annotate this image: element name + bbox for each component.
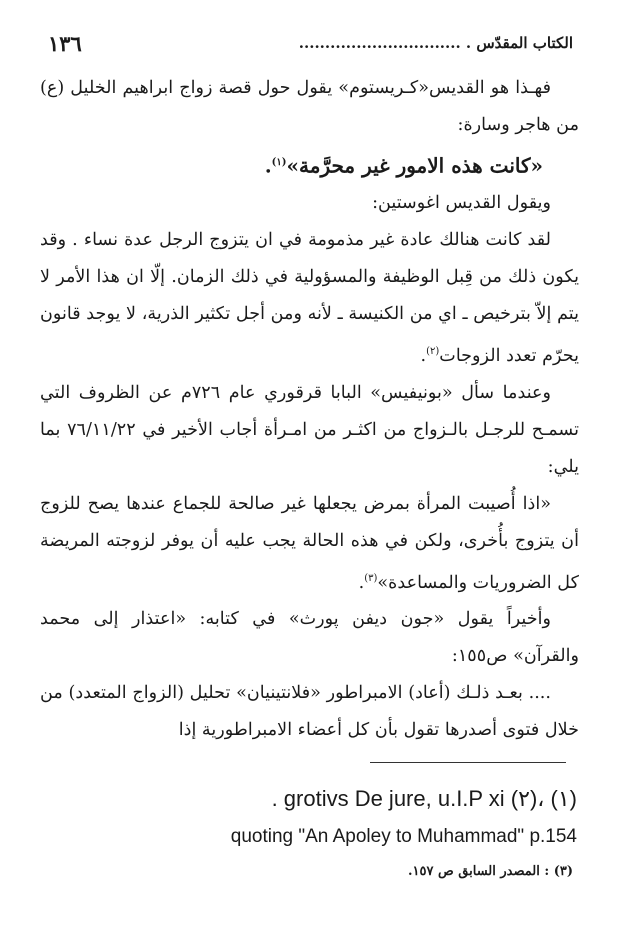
page-header — [48, 26, 573, 60]
quote-chrysostom: «كانت هذه الامور غير محرَّمة»$^{(١)}$. — [264, 153, 543, 178]
paragraph-1: فهـذا هو القديس«كـريستوم» يقول حول قصة زواج ابراهيم الخليل (ع) من هاجر وسارة: — [40, 78, 579, 135]
paragraph-gregory-quote: «اذا أُصيبت المرأة بمرض يجعلها غير صالحة للجماع عندها يصح للزوج أن يتزوج بأُخرى، ولكن في هذه الحالة يجب عليه أن يوفر لزوجته المريضة كل الضروريات والمساعدة»$^{(٣)}$. — [40, 493, 579, 593]
page-number: ١٣٦ — [48, 30, 82, 56]
paragraph-augustine-quote: لقد كانت هنالك عادة غير مذمومة في ان يتزوج الرجل عدة نساء . وقد يكون ذلك من قِبل الوظيفة والمسؤولية في ذلك الزمان. إلّا ان هذا الأمر لا يتم إلاّ بترخيص ـ اي من الكنيسة ـ لأنه ومن أجل تكثير الذرية، لا يوجد قانون يحرّم تعدد الزوجات$^{(٢)}$. — [40, 229, 579, 366]
footnote-1-2: . grotivs De jure, u.I.P xi (٢)، (١) — [271, 786, 577, 811]
footnote-ref-2[interactable]: (٢) — [426, 345, 440, 357]
paragraph-boniface: وعندما سأل «بونيفيس» البابا قرقوري عام ٧٢٦م عن الظروف التي تسمـح للرجـل بالـزواج من اكثـر من امـرأة أجاب الأخير في ٧٦/١١/٢٢ بما يلي: — [40, 382, 580, 477]
body-text — [40, 70, 579, 749]
paragraph-valentinian: .... بعـد ذلـك (أعاد) الامبراطور «فلانتينيان» تحليل (الزواج المتعدد) من خلال فتوى أصدرها تقول بأن كل أعضاء الامبراطورية إذا — [40, 683, 579, 741]
footnote-3: (٣) : المصدر السابق ص ١٥٧. — [408, 864, 573, 879]
footnote-quoting: quoting "An Apoley to Muhammad" p.154 — [230, 826, 577, 847]
paragraph-davenport: وأخيراً يقول «جون ديفن پورث» في كتابه: «اعتذار إلى محمد والقرآن» ص١٥٥: — [40, 609, 579, 667]
running-title: الكتاب المقدّس . ............................... — [298, 34, 573, 52]
paragraph-augustine-intro: ويقول القديس اغوستين: — [372, 192, 551, 213]
footnote-ref-3[interactable]: (٣) — [364, 572, 378, 584]
footnote-ref-1[interactable]: (١) — [271, 157, 287, 168]
footnote-divider — [370, 762, 566, 763]
